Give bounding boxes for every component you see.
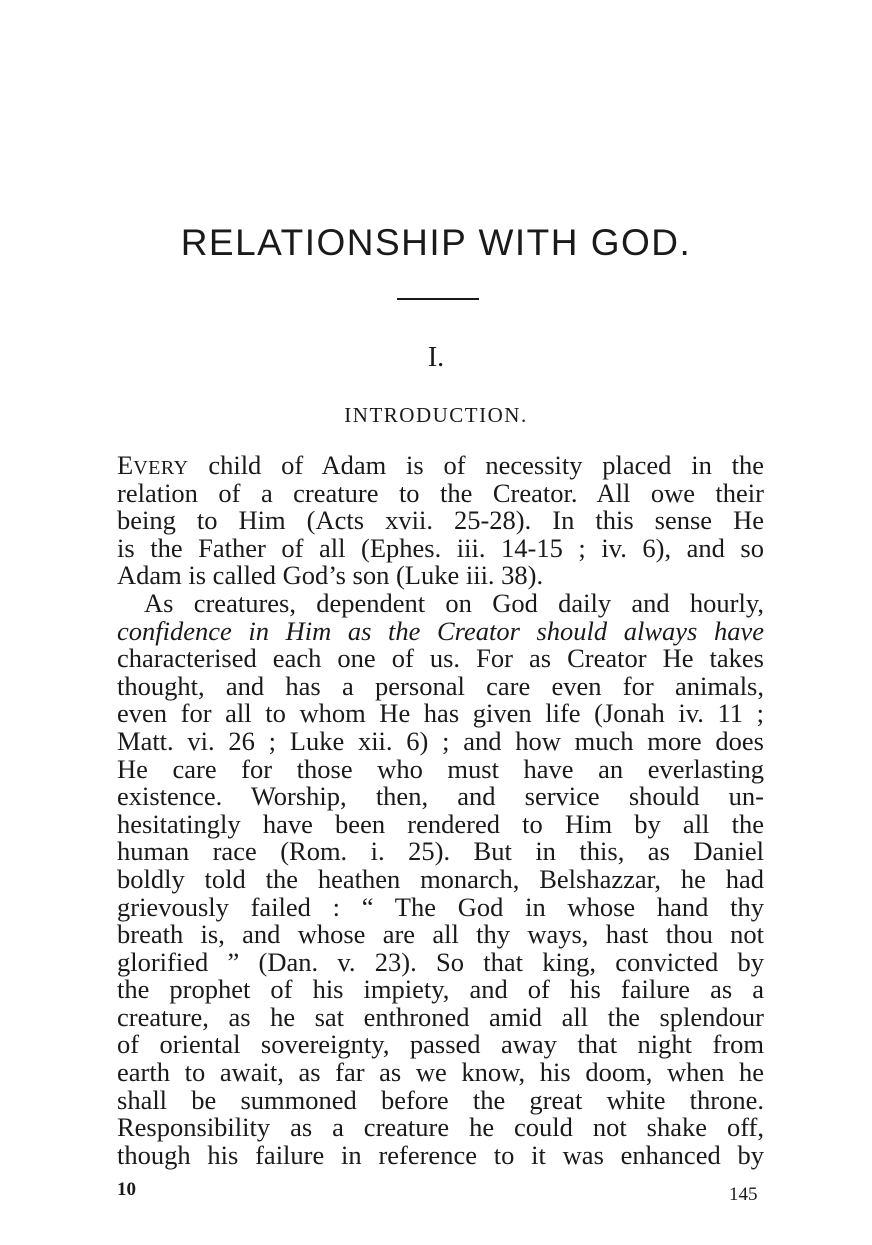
text-line: existence. Worship, then, and service should un- (117, 781, 764, 812)
text-line: earth to await, as far as we know, his doom, when he (117, 1057, 764, 1088)
text-line: though his failure in reference to it was enhanced by (117, 1139, 764, 1170)
body-text (117, 452, 764, 1169)
text-line: characterised each one of us. For as Creator He takes (117, 643, 764, 674)
text-line: shall be summoned before the great white throne. (117, 1084, 764, 1115)
page-number: 145 (729, 1184, 758, 1205)
text-line: thought, and has a personal care even for animals, (117, 670, 764, 701)
text-line: hesitatingly have been rendered to Him by all the (117, 808, 764, 839)
text-line: creature, as he sat enthroned amid all the splendour (117, 1001, 764, 1032)
text-line: human race (Rom. i. 25). But in this, as Daniel (117, 836, 764, 867)
text-line: boldly told the heathen monarch, Belshazzar, he had (117, 863, 764, 894)
text-line: being to Him (Acts xvii. 25-28). In this sense He (117, 505, 764, 536)
text-line: even for all to whom He has given life (Jonah iv. 11 ; (117, 698, 764, 729)
section-title: INTRODUCTION. (344, 403, 528, 427)
text-line: of oriental sovereignty, passed away that night from (117, 1029, 764, 1060)
text-line: He care for those who must have an everlasting (117, 753, 764, 784)
text-line: glorified ” (Dan. v. 23). So that king, convicted by (117, 946, 764, 977)
section-number: I. (427, 342, 445, 373)
text-line: Responsibility as a creature he could not shake off, (117, 1112, 764, 1143)
text-line: breath is, and whose are all thy ways, hast thou not (117, 919, 764, 950)
small-caps-word: VERY (133, 457, 189, 479)
text-line: the prophet of his impiety, and of his failure as a (117, 974, 764, 1005)
text-line: As creatures, dependent on God daily and hourly, (144, 587, 764, 618)
chapter-title: RELATIONSHIP WITH GOD. (180, 222, 692, 263)
signature-mark: 10 (117, 1179, 136, 1200)
text-line: relation of a creature to the Creator. All owe their (117, 477, 764, 508)
italic-text-line: confidence in Him as the Creator should always have (117, 615, 764, 646)
text-line: is the Father of all (Ephes. iii. 14-15 ; iv. 6), and so (117, 532, 764, 563)
text-line: Matt. vi. 26 ; Luke xii. 6) ; and how much more does (117, 725, 764, 756)
title-divider (397, 298, 479, 300)
text-line: Adam is called God’s son (Luke iii. 38). (117, 560, 544, 591)
text-line: EVERY child of Adam is of necessity placed in the (117, 450, 764, 480)
drop-initial: E (117, 450, 134, 480)
text-line: grievously failed : “ The God in whose hand thy (117, 891, 764, 922)
